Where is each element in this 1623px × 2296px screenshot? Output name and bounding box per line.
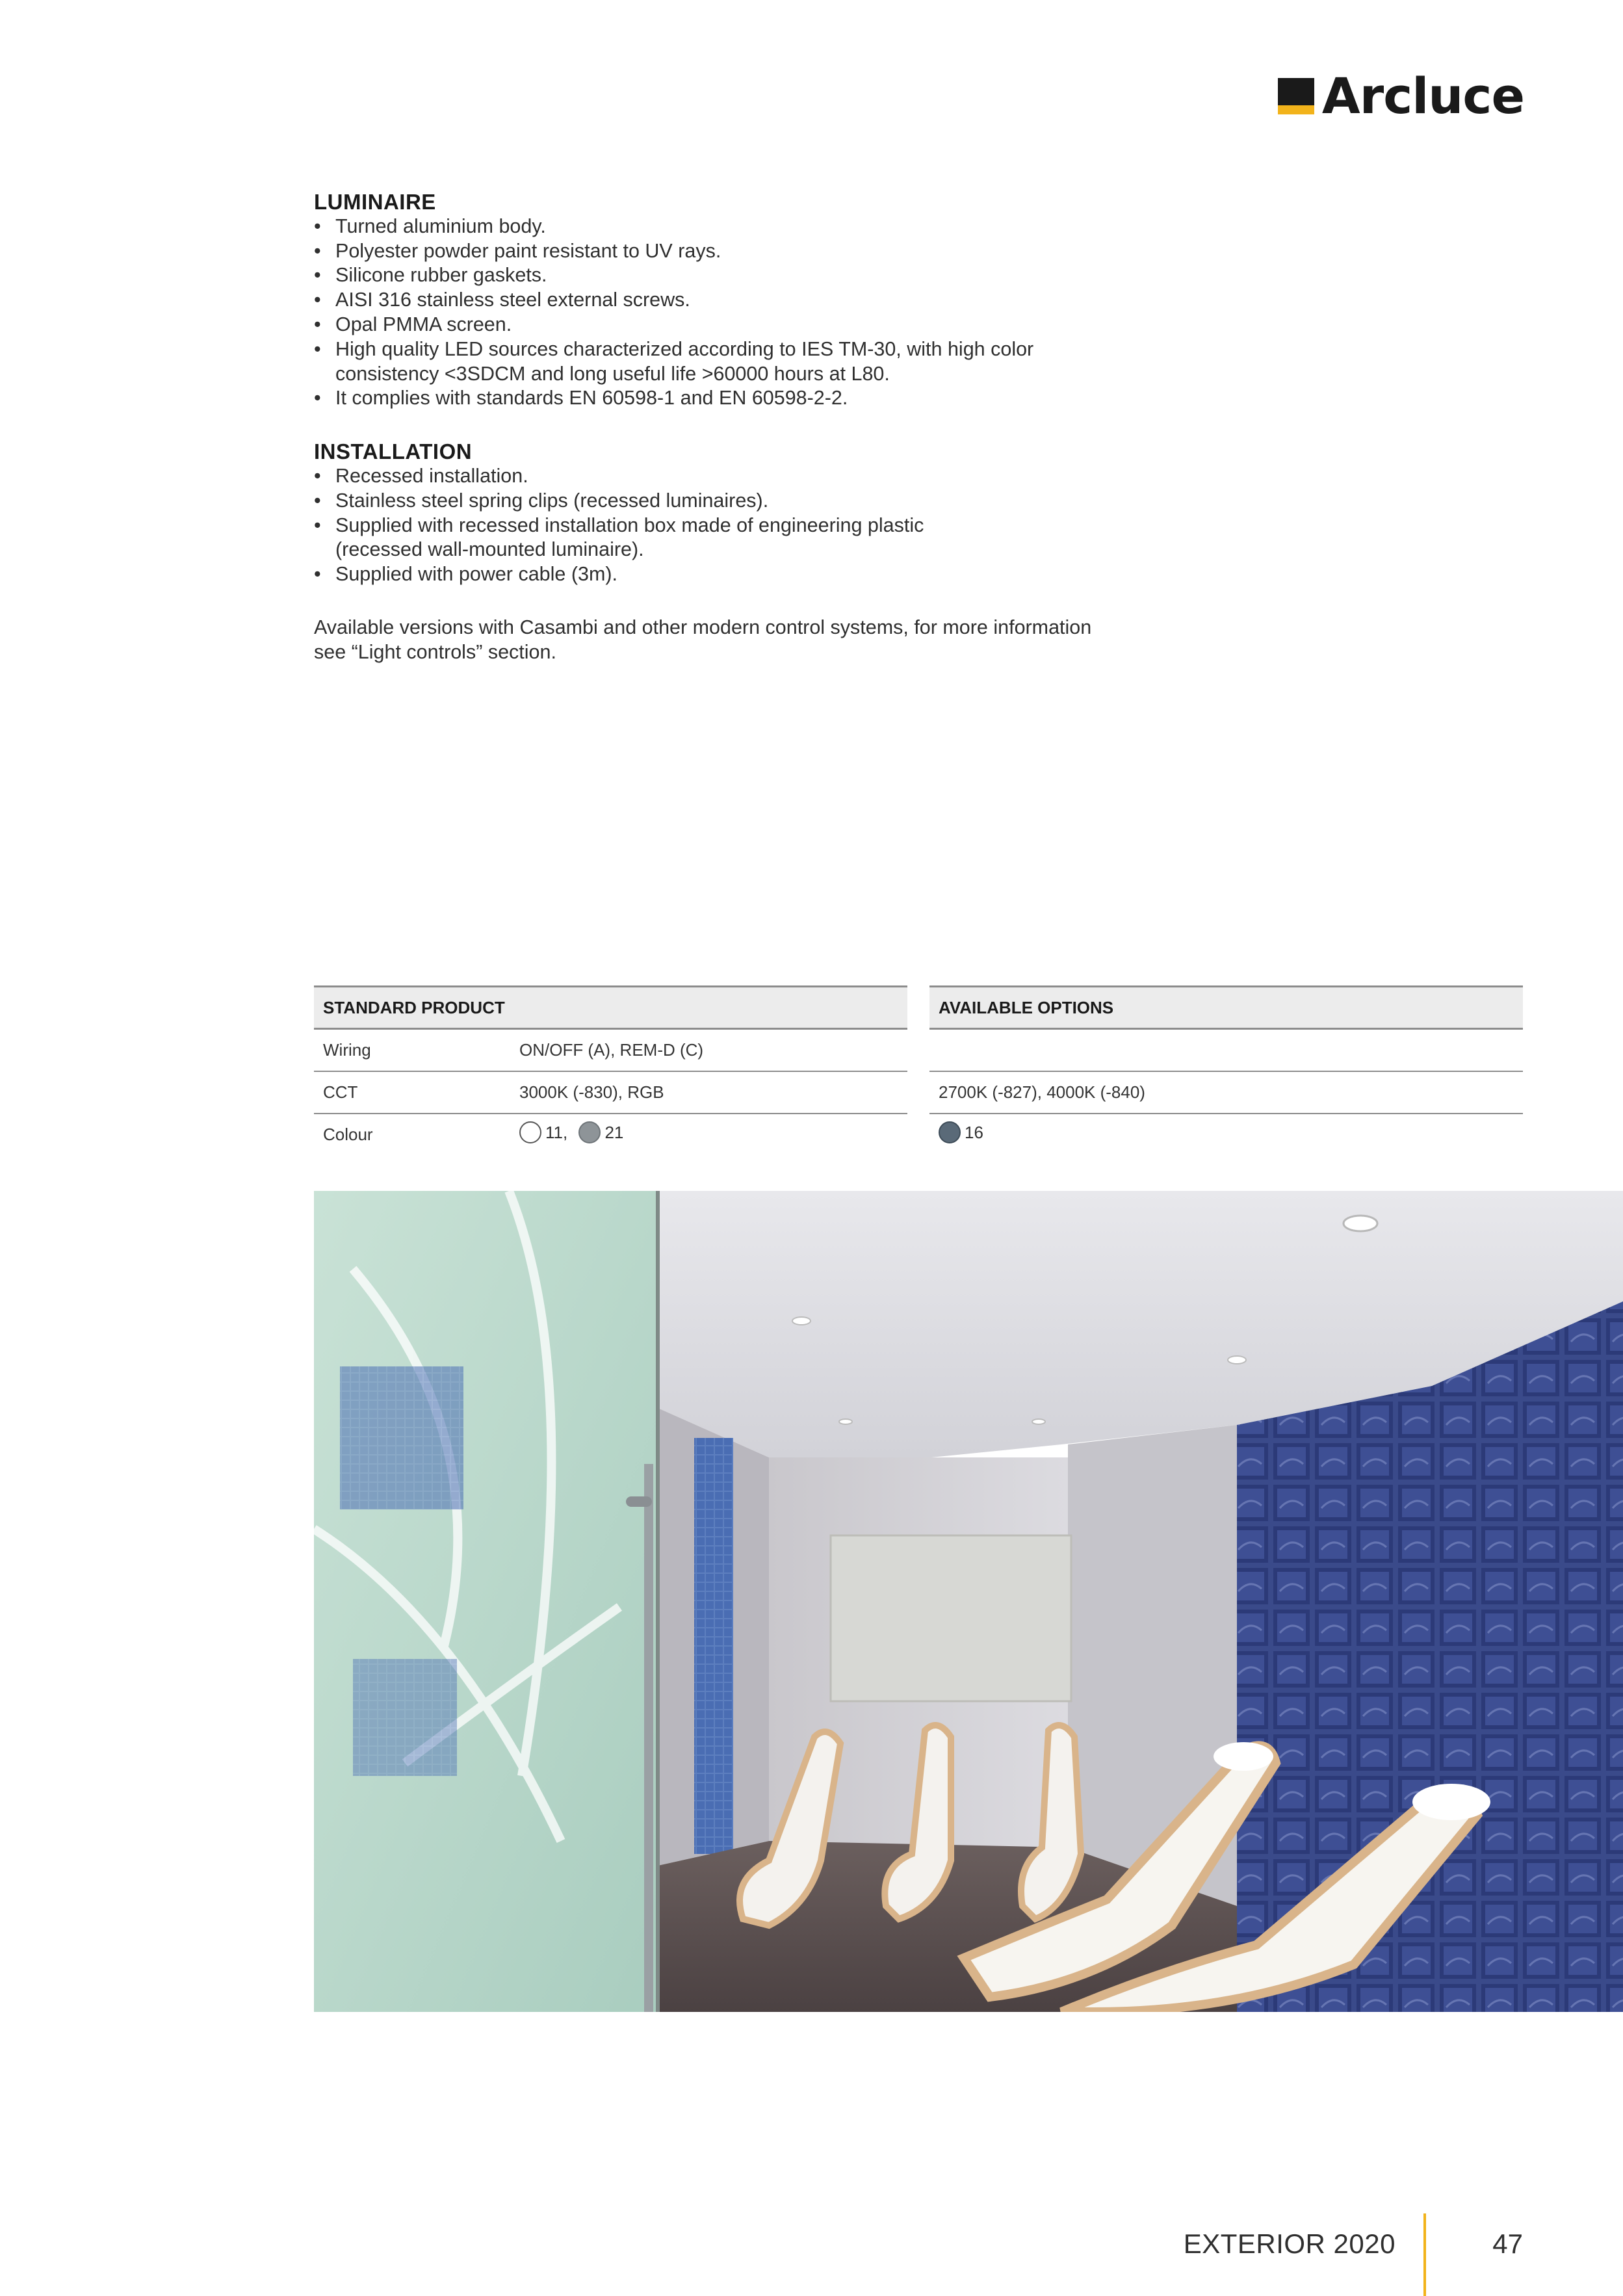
available-options-header: AVAILABLE OPTIONS [929,987,1523,1029]
grey-swatch-icon [578,1121,601,1143]
white-swatch-icon [519,1121,541,1143]
list-item: • Supplied with power cable (3m). [314,562,1159,587]
spa-room-photo [314,1191,1623,2012]
swatch-code: 11, [545,1122,568,1142]
installation-list [314,464,1159,587]
colour-swatches [929,1114,1523,1155]
row-label: Colour [323,1125,373,1144]
swatch-code: 21 [604,1122,624,1142]
list-item: • Polyester powder paint resistant to UV rays. [314,239,1159,264]
available-options-table [929,985,1523,1155]
colour-swatches [510,1114,907,1155]
row-value: ON/OFF (A), REM-D (C) [510,1029,907,1072]
brand-name: Arcluce [1321,67,1524,125]
table-row [929,1114,1523,1155]
page-number: 47 [1492,2228,1523,2259]
standard-product-header: STANDARD PRODUCT [314,987,907,1029]
swatch-code: 16 [965,1122,983,1142]
note-line-1: Available versions with Casambi and other modern control systems, for more information [314,616,1092,638]
table-row [929,1029,1523,1072]
standard-product-table [314,985,907,1155]
row-value: 3000K (-830), RGB [510,1071,907,1114]
row-value [929,1029,1523,1072]
luminaire-title: LUMINAIRE [314,190,436,214]
row-value: 2700K (-827), 4000K (-840) [929,1071,1523,1114]
installation-title: INSTALLATION [314,439,473,464]
brand-logo [1278,67,1524,125]
table-row [929,1071,1523,1114]
row-label: CCT [314,1071,510,1114]
list-item: • It complies with standards EN 60598-1 and EN 60598-2-2. [314,386,1159,411]
table-row [314,1071,907,1114]
table-row [314,1114,907,1155]
control-note [314,616,1159,665]
list-item: • AISI 316 stainless steel external screws. [314,288,1159,313]
list-item: • Opal PMMA screen. [314,313,1159,337]
section-label: EXTERIOR 2020 [1183,2228,1396,2259]
list-item: • Silicone rubber gaskets. [314,263,1159,288]
row-label: Wiring [314,1029,510,1072]
list-item: • Recessed installation. [314,464,1159,489]
logo-mark [1278,78,1314,114]
list-item: • Stainless steel spring clips (recessed luminaires). [314,489,1159,514]
list-item: • High quality LED sources characterized according to IES TM-30, with high color consistency <3SDCM and long useful life >60000 hours at L80. [314,337,1057,387]
table-row [314,1029,907,1072]
list-item: • Supplied with recessed installation box made of engineering plastic (recessed wall-mounted luminaire). [314,514,972,563]
list-item: • Turned aluminium body. [314,215,1159,239]
swatch-11 [519,1121,567,1143]
swatch-16 [939,1121,983,1143]
footer-divider [1423,2213,1426,2296]
swatch-21 [578,1121,623,1143]
description [314,190,1159,665]
blue-grey-swatch-icon [939,1121,961,1143]
luminaire-list [314,215,1159,411]
note-line-2: see “Light controls” section. [314,640,556,663]
